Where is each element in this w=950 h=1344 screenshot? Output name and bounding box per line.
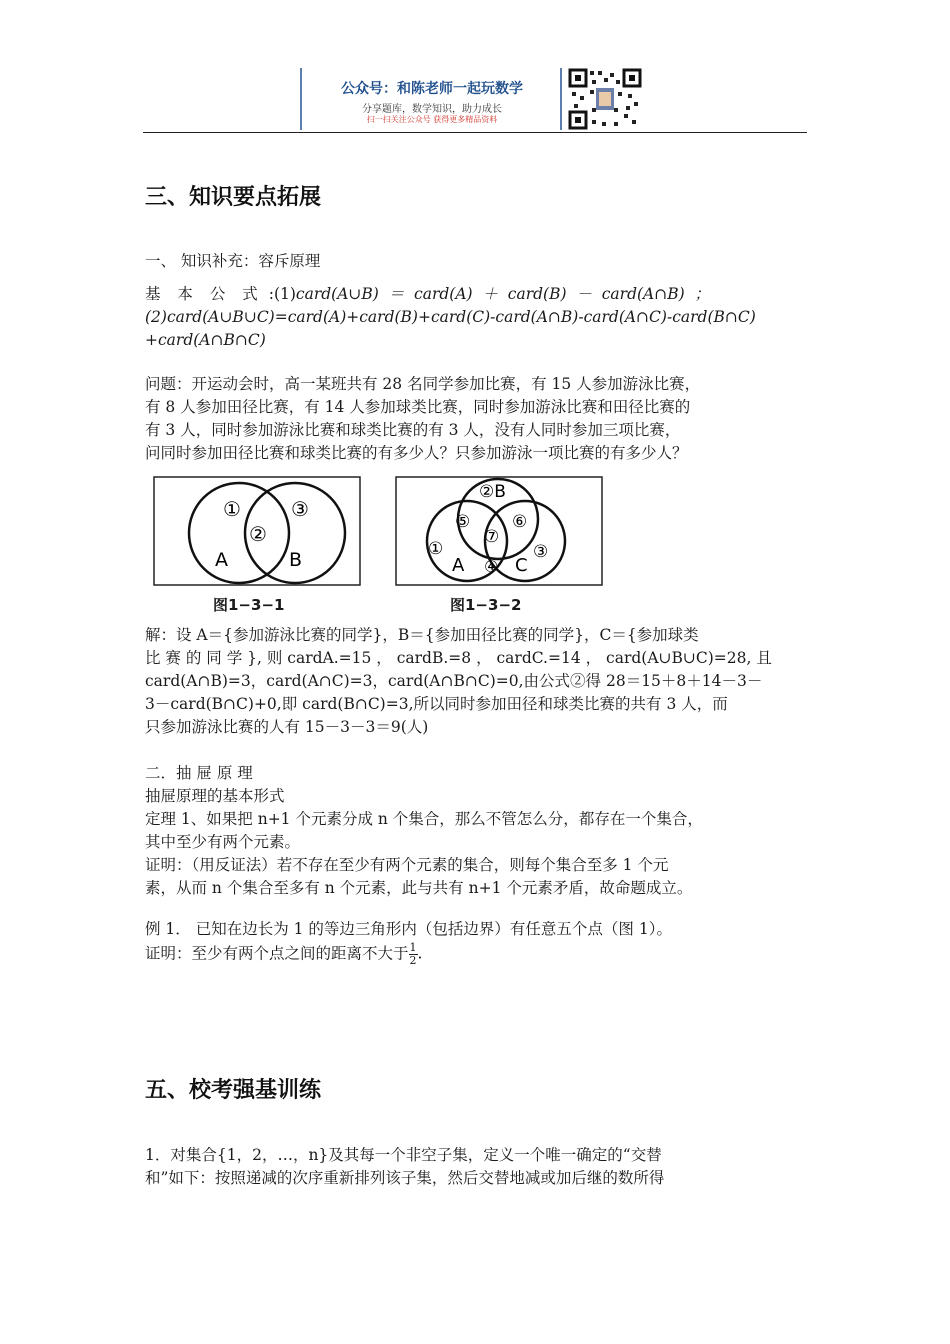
region-label: ④ [484,557,499,576]
pigeonhole-text [145,785,809,900]
question-line: 和”如下：按照递减的次序重新排列该子集，然后交替地减或加后继的数所得 [145,1169,665,1187]
region-label: ⑦ [484,527,500,547]
solution-line: 比 赛 的 同 学 }, 则 cardA.=15 ， cardB.=8 ， cardC.=14 ， card(A∪B∪C)=28, 且 [145,649,772,667]
region-label: ③ [533,542,549,562]
problem-line: 问同时参加田径比赛和球类比赛的有多少人？只参加游泳一项比赛的有多少人？ [145,444,688,462]
problem-text [145,373,809,465]
qr-code-icon [568,68,642,130]
set-label-a: A [215,549,228,571]
set-label-c: C [515,555,528,576]
proof-line [145,942,809,967]
banner-title: 公众号：和陈老师一起玩数学 [341,81,523,97]
problem-line: 有 8 人参加田径比赛，有 14 人参加球类比赛，同时参加游泳比赛和田径比赛的 [145,398,691,416]
region-label: ① [428,539,444,559]
problem-line: 问题：开运动会时，高一某班共有 28 名同学参加比赛，有 15 人参加游泳比赛， [145,375,701,393]
banner-note: 扫一扫关注公众号 获得更多精品资料 [366,115,498,124]
proof-suffix: . [417,944,423,963]
formula-line-2: (2)card(A∪B∪C)=card(A)+card(B)+card(C)-card(A∩B)-card(A∩C)-card(B∩C) [145,308,756,326]
region-label: ②B [479,482,506,502]
pigeonhole-line: 其中至少有两个元素。 [145,833,301,851]
section-heading-5: 五、校考强基训练 [145,1078,322,1103]
pigeonhole-line: 定理 1、如果把 n+1 个元素分成 n 个集合，那么不管怎么分，都存在一个集合， [145,810,703,828]
figure-caption-1: 图1−3−1 [213,596,285,614]
subheading-pigeonhole: 二．抽 屉 原 理 [145,764,253,782]
fraction-one-half [409,942,418,967]
set-label-a: A [452,555,465,576]
venn-diagram-two-sets [153,476,363,588]
section-heading-3: 三、知识要点拓展 [145,185,322,210]
fraction-denominator: 2 [409,954,417,967]
figure-caption-2: 图1−3−2 [450,596,522,614]
formula-line-3: +card(A∩B∩C) [145,331,266,349]
question-1 [145,1144,809,1190]
pigeonhole-line: 证明：（用反证法）若不存在至少有两个元素的集合，则每个集合至多 1 个元 [145,856,669,874]
formula-1-prefix: :(1) [268,285,296,303]
question-line: 1．对集合{1，2，…，n}及其每一个非空子集，定义一个唯一确定的“交替 [145,1146,662,1164]
pigeonhole-line: 素，从而 n 个集合至多有 n 个元素，此与共有 n+1 个元素矛盾，故命题成立。 [145,879,693,897]
formula-line-1 [145,283,809,306]
banner-subtitle: 分享题库，数学知识，助力成长 [362,104,502,115]
solution-line: card(A∩B)=3，card(A∩C)=3，card(A∩B∩C)=0,由公式②得 28＝15＋8＋14－3－ [145,672,763,690]
fraction-numerator: 1 [409,941,417,954]
solution-line: 只参加游泳比赛的人有 15－3－3＝9(人) [145,718,429,736]
region-label: ⑥ [512,512,528,532]
region-label: ① [223,497,241,521]
solution-text [145,624,809,739]
region-label: ③ [291,497,309,521]
proof-prefix: 证明：至少有两个点之间的距离不大于 [145,944,409,963]
region-label: ⑤ [455,512,471,532]
formula-1: card(A∪B) ＝ card(A) ＋ card(B) － card(A∩B) ； [295,285,711,303]
pigeonhole-line: 抽屉原理的基本形式 [145,787,285,805]
example-1: 例 1． 已知在边长为 1 的等边三角形内（包括边界）有任意五个点（图 1）。 [145,920,672,938]
header-banner [300,68,650,132]
problem-line: 有 3 人，同时参加游泳比赛和球类比赛的有 3 人，没有人同时参加三项比赛， [145,421,681,439]
solution-line: 3－card(B∩C)+0,即 card(B∩C)=3,所以同时参加田径和球类比赛的共有 3 人，而 [145,695,728,713]
formula-label: 基 本 公 式 [145,285,264,303]
banner-box [300,68,562,130]
subheading-inclusion-exclusion: 一、 知识补充：容斥原理 [145,252,321,270]
set-label-b: B [289,549,303,571]
solution-line: 解：设 A＝{参加游泳比赛的同学}，B＝{参加田径比赛的同学}，C＝{参加球类 [145,626,699,644]
venn-diagram-three-sets [395,476,605,588]
header-rule [143,132,807,133]
region-label: ② [249,522,267,546]
